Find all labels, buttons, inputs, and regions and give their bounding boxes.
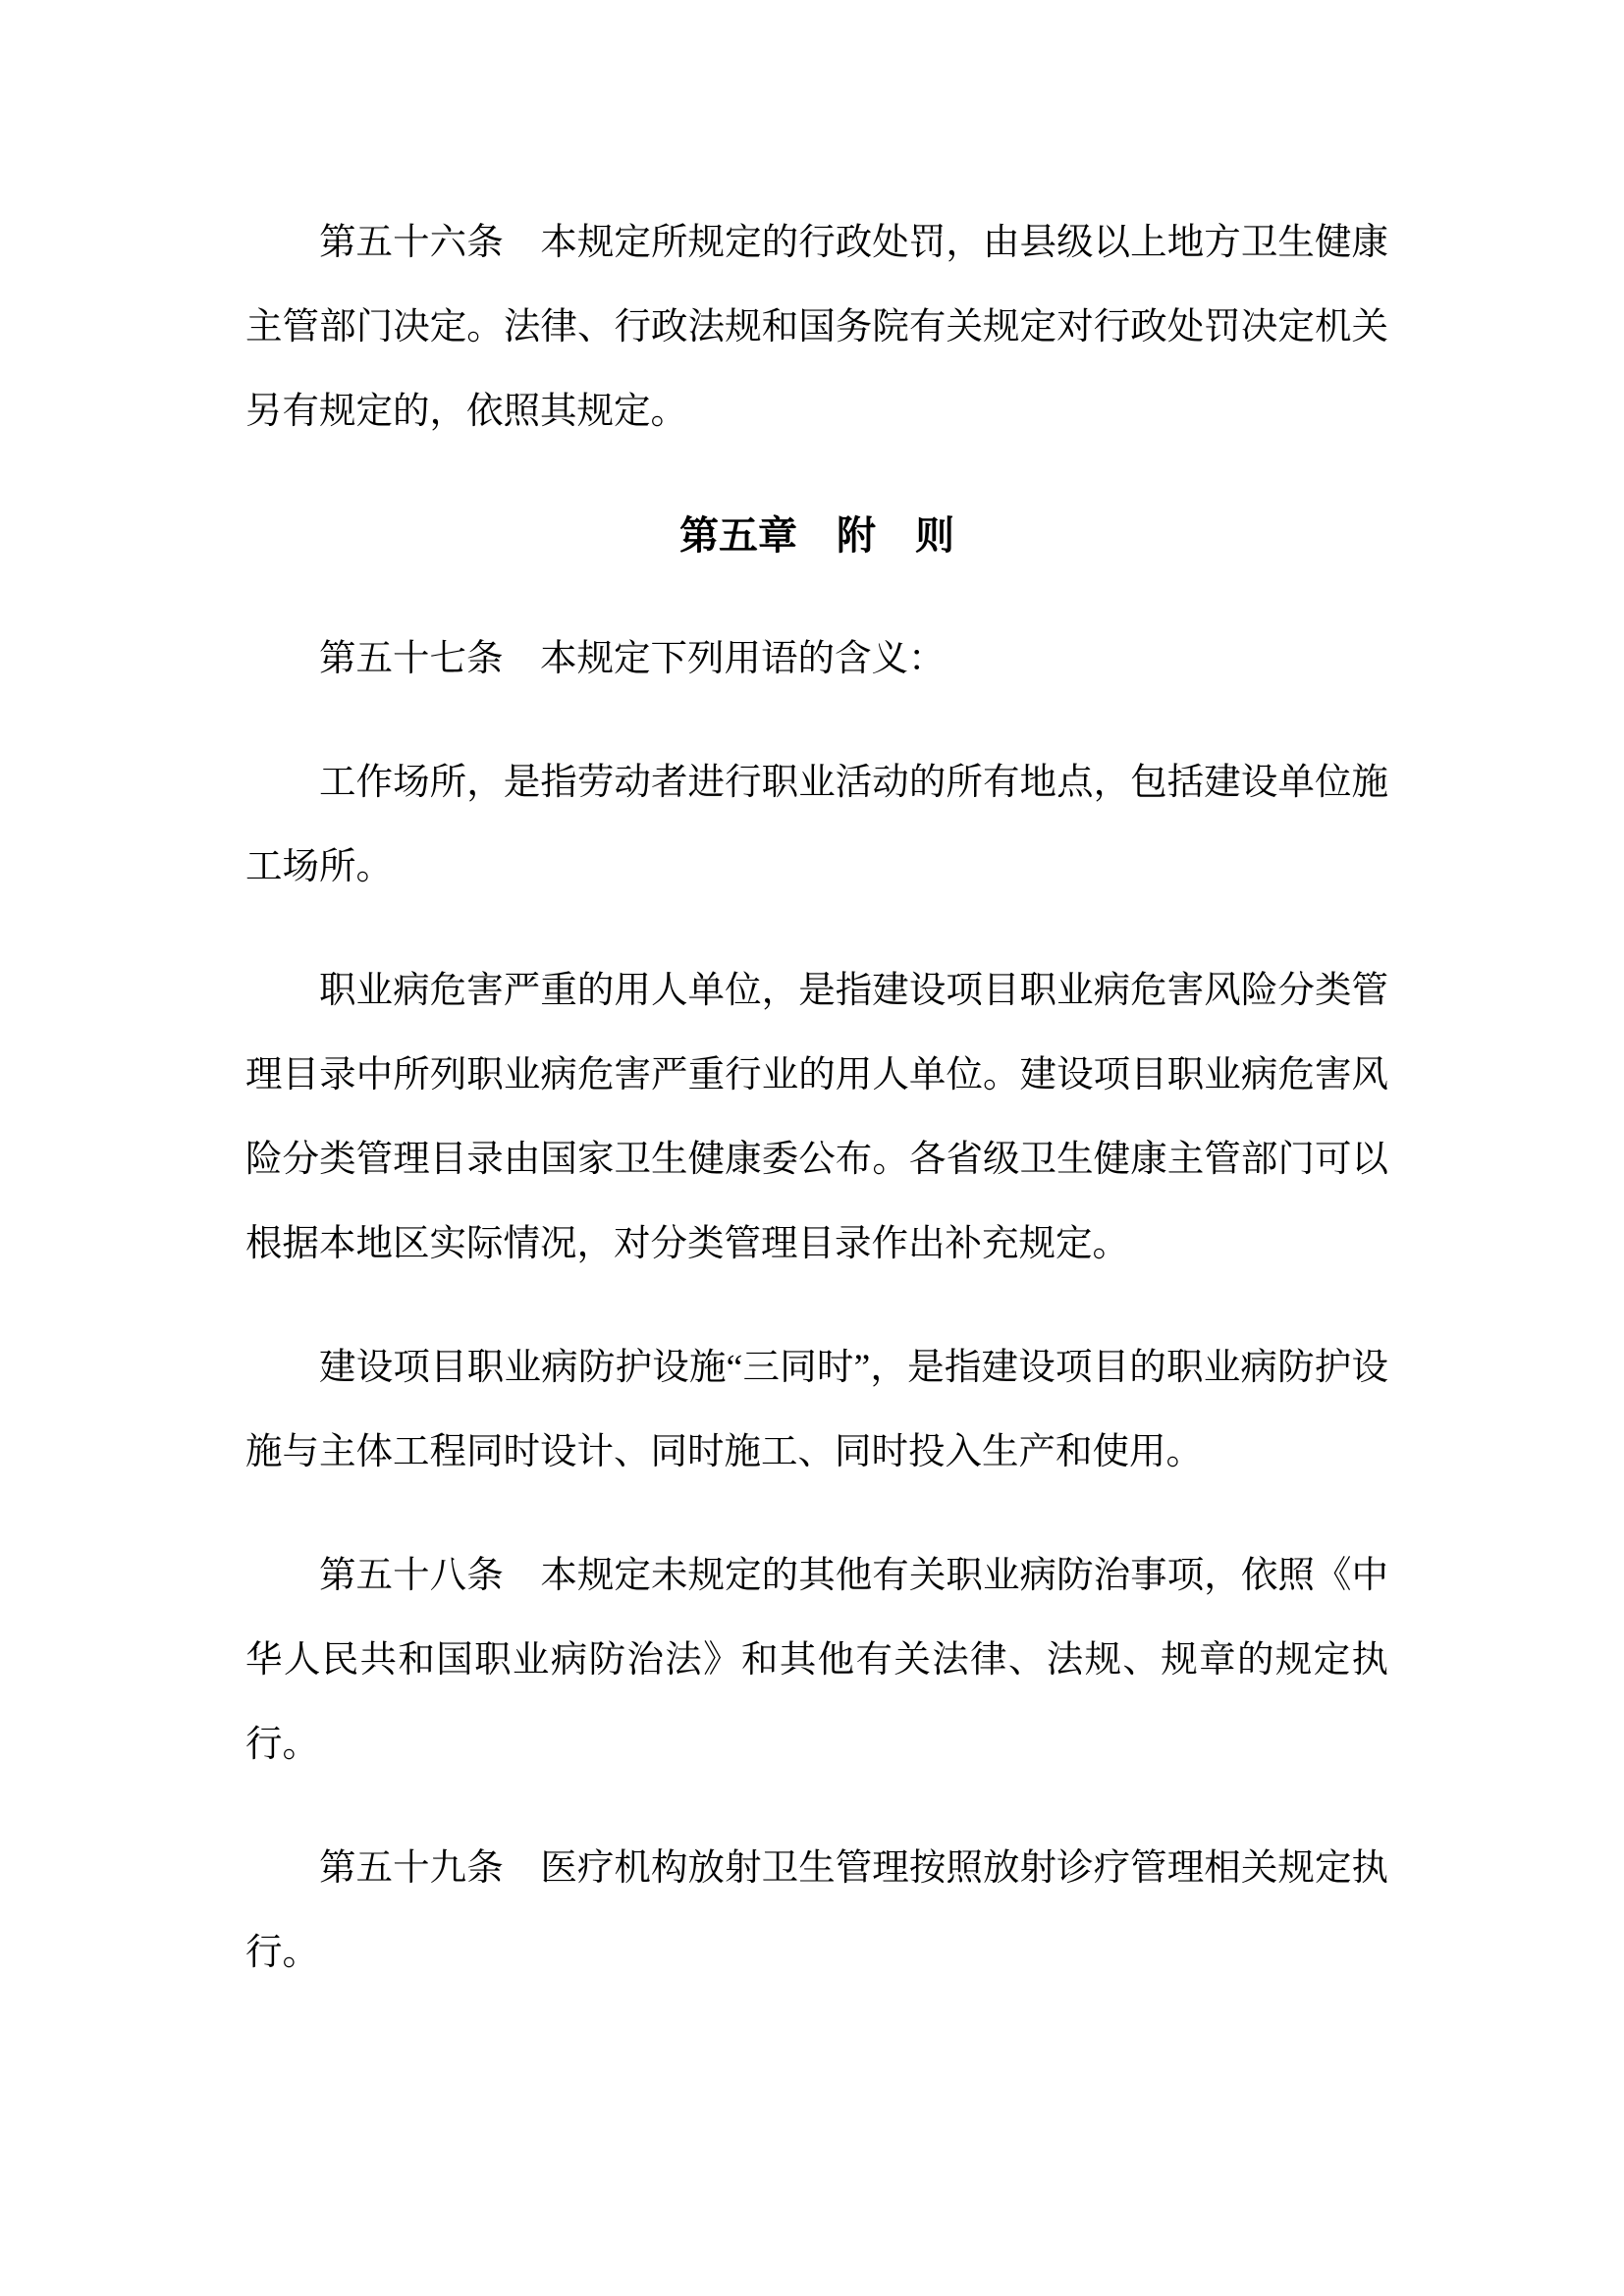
paragraph-definition-workplace: 工作场所，是指劳动者进行职业活动的所有地点，包括建设单位施工场所。 [245,763,1388,887]
paragraph-article-56: 第五十六条 本规定所规定的行政处罚，由县级以上地方卫生健康主管部门决定。法律、行政法规和国务院有关规定对行政处罚决定机关另有规定的，依照其规定。 [245,223,1388,432]
chapter-5-heading: 第五章 附 则 [679,513,954,558]
paragraph-article-57: 第五十七条 本规定下列用语的含义： [319,639,946,679]
paragraph-definition-serious-hazard-employer: 职业病危害严重的用人单位，是指建设项目职业病危害风险分类管理目录中所列职业病危害严重行业的用人单位。建设项目职业病危害风险分类管理目录由国家卫生健康委公布。各省级卫生健康主管部门可以根据本地区实际情况，对分类管理目录作出补充规定。 [245,971,1388,1264]
paragraph-article-58: 第五十八条 本规定未规定的其他有关职业病防治事项，依照《中华人民共和国职业病防治法》和其他有关法律、法规、规章的规定执行。 [245,1556,1388,1765]
paragraph-definition-three-simultaneous: 建设项目职业病防护设施“三同时”，是指建设项目的职业病防护设施与主体工程同时设计、同时施工、同时投入生产和使用。 [245,1348,1388,1472]
paragraph-article-59: 第五十九条 医疗机构放射卫生管理按照放射诊疗管理相关规定执行。 [245,1848,1388,1973]
